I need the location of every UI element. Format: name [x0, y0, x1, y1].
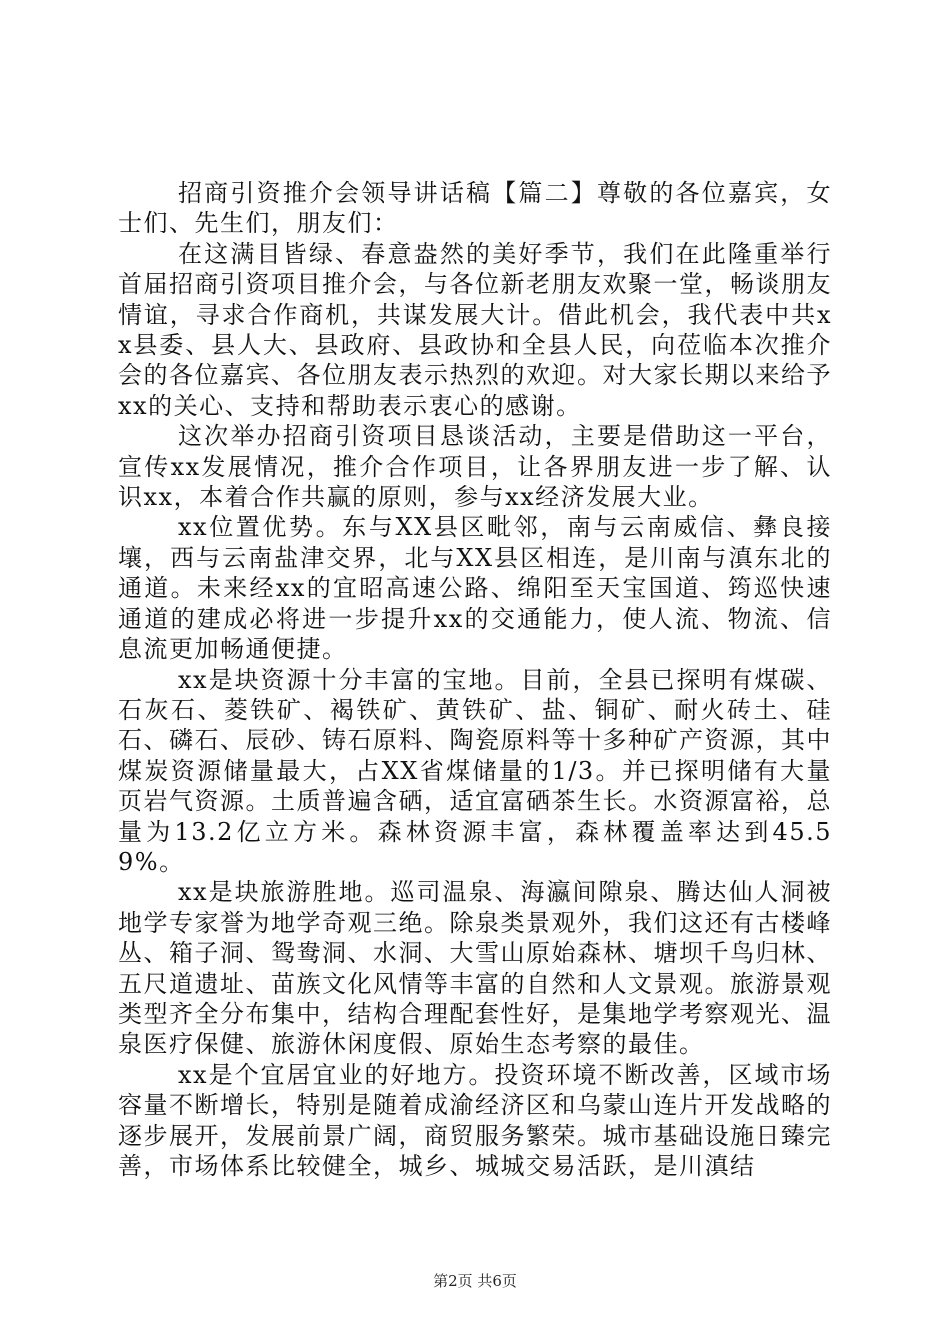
paragraph-purpose: 这次举办招商引资项目恳谈活动，主要是借助这一平台，宣传xx发展情况，推介合作项目，让各界朋友进一步了解、认识xx，本着合作共赢的原则，参与xx经济发展大业。	[118, 422, 832, 512]
paragraph-tourism: xx是块旅游胜地。巡司温泉、海瀛间隙泉、腾达仙人洞被地学专家誉为地学奇观三绝。除泉类景观外，我们这还有古楼峰丛、箱子洞、鸳鸯洞、水洞、大雪山原始森林、塘坝千鸟归林、五尺道遗址、苗族文化风情等丰富的自然和人文景观。旅游景观类型齐全分布集中，结构合理配套性好，是集地学考察观光、温泉医疗保健、旅游休闲度假、原始生态考察的最佳。	[118, 878, 832, 1059]
paragraph-welcome: 在这满目皆绿、春意盎然的美好季节，我们在此隆重举行首届招商引资项目推介会，与各位新老朋友欢聚一堂，畅谈朋友情谊，寻求合作商机，共谋发展大计。借此机会，我代表中共xx县委、县人大、县政府、县政协和全县人民，向莅临本次推介会的各位嘉宾、各位朋友表示热烈的欢迎。对大家长期以来给予xx的关心、支持和帮助表示衷心的感谢。	[118, 239, 832, 420]
paragraph-resources: xx是块资源十分丰富的宝地。目前，全县已探明有煤碳、石灰石、菱铁矿、褐铁矿、黄铁矿、盐、铜矿、耐火砖土、硅石、磷石、辰砂、铸石原料、陶瓷原料等十多种矿产资源，其中煤炭资源储量最大，占XX省煤储量的1/3。并已探明储有大量页岩气资源。土质普遍含硒，适宜富硒茶生长。水资源富裕，总量为13.2亿立方米。森林资源丰富，森林覆盖率达到45.59%。	[118, 665, 832, 876]
paragraph-livability: xx是个宜居宜业的好地方。投资环境不断改善，区域市场容量不断增长，特别是随着成渝经济区和乌蒙山连片开发战略的逐步展开，发展前景广阔，商贸服务繁荣。城市基础设施日臻完善，市场体系比较健全，城乡、城城交易活跃，是川滇结	[118, 1060, 832, 1180]
paragraph-location: xx位置优势。东与XX县区毗邻，南与云南威信、彝良接壤，西与云南盐津交界，北与XX县区相连，是川南与滇东北的通道。未来经xx的宜昭高速公路、绵阳至天宝国道、筠巡快速通道的建成必将进一步提升xx的交通能力，使人流、物流、信息流更加畅通便捷。	[118, 513, 832, 664]
page-number-footer: 第2页 共6页	[433, 1272, 517, 1290]
paragraph-title-greeting: 招商引资推介会领导讲话稿【篇二】尊敬的各位嘉宾，女士们、先生们，朋友们：	[118, 179, 832, 238]
document-body	[118, 178, 832, 1181]
